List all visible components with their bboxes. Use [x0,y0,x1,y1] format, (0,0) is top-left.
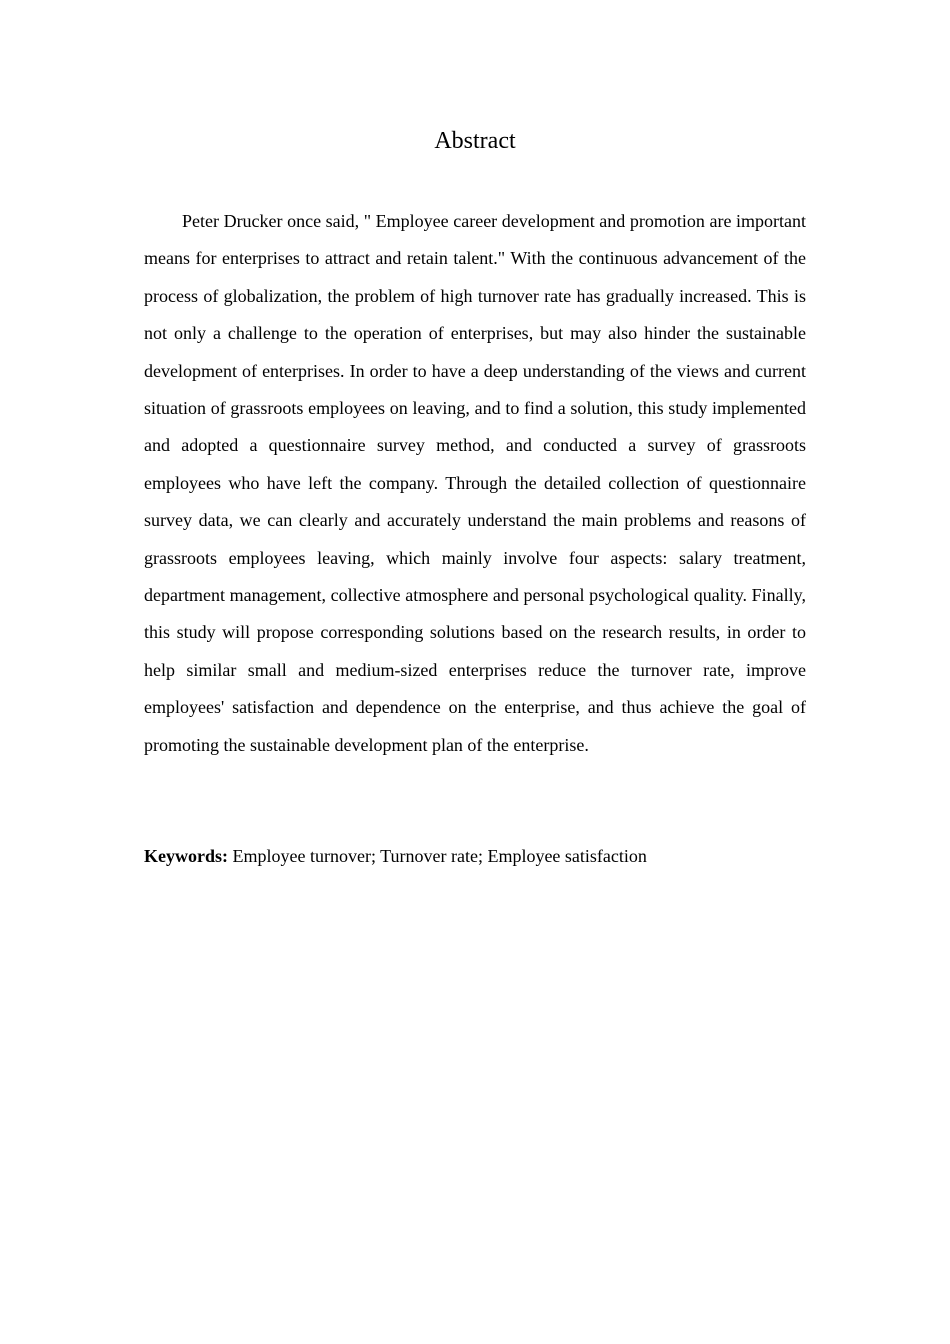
keywords-label: Keywords: [144,846,228,866]
keywords-line [144,838,806,875]
page-title: Abstract [434,128,516,154]
keywords-text: Employee turnover; Turnover rate; Employee satisfaction [232,846,647,866]
abstract-paragraph: Peter Drucker once said, " Employee career development and promotion are important means for enterprises to attract and retain talent." With the continuous advancement of the process of globalization, the problem of high turnover rate has gradually increased. This is not only a challenge to the operation of enterprises, but may also hinder the sustainable development of enterprises. In order to have a deep understanding of the views and current situation of grassroots employees on leaving, and to find a solution, this study implemented and adopted a questionnaire survey method, and conducted a survey of grassroots employees who have left the company. Through the detailed collection of questionnaire survey data, we can clearly and accurately understand the main problems and reasons of grassroots employees leaving, which mainly involve four aspects: salary treatment, department management, collective atmosphere and personal psychological quality. Finally, this study will propose corresponding solutions based on the research results, in order to help similar small and medium-sized enterprises reduce the turnover rate, improve employees' satisfaction and dependence on the enterprise, and thus achieve the goal of promoting the sustainable development plan of the enterprise. [144,211,806,755]
